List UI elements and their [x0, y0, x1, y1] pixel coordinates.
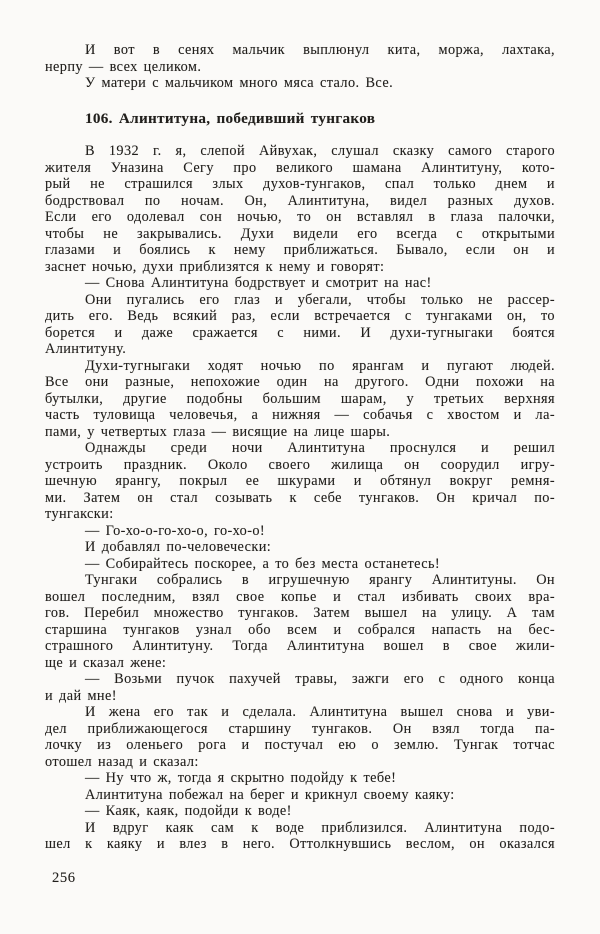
paragraph [45, 539, 555, 556]
text-line: ми. Затем он стал созывать к себе тунгаков. Он кричал по- [45, 489, 555, 506]
text-line: Алинтитуна побежал на берег и крикнул своему каяку: [85, 786, 455, 803]
text-line: У матери с мальчиком много мяса стало. Все. [85, 75, 394, 91]
text-line: 106. Алинтитуна, победивший тунгаков [85, 109, 376, 127]
paragraph [45, 275, 555, 292]
paragraph [45, 358, 555, 441]
text-line: — Ну что ж, тогда я скрытно подойду к тебе! [85, 770, 397, 786]
paragraph [45, 143, 555, 275]
paragraph [45, 523, 555, 540]
paragraph [45, 803, 555, 820]
text-line: — Каяк, каяк, подойди к воде! [85, 803, 292, 819]
text-line: Тунгаки собрались в игрушечную ярангу Алинтитуны. Он [85, 572, 555, 588]
text-line: И жена его так и сделала. Алинтитуна вышел снова и уви- [85, 704, 555, 720]
text-line: часть туловища человечья, а нижняя — собачья с хвостом и ла- [45, 407, 555, 423]
text-line: заснет ночью, духи приблизятся к нему и говорят: [45, 258, 385, 275]
text-line: И вот в сенях мальчик выплюнул кита, моржа, лахтака, [85, 42, 555, 58]
text-line: Если его одолевал сон ночью, то он вставлял в глаза палочки, [45, 209, 555, 225]
text-line: И добавлял по-человечески: [85, 539, 272, 555]
section-heading [45, 111, 555, 128]
text-line: чтобы не закрывались. Духи видели его всегда с открытыми [45, 225, 555, 242]
text-line: бодрствовал по ночам. Он, Алинтитуна, видел разных духов. [45, 192, 555, 209]
text-line: жителя Уназина Сегу про великого шамана Алинтитуну, кото- [45, 159, 555, 176]
text-line: шечную ярангу, покрыл ее шкурами и обтянул вокруг ремня- [45, 473, 555, 489]
text-line: дить его. Ведь всякий раз, если встречается с тунгаками он, то [45, 308, 555, 324]
text-line: — Снова Алинтитуна бодрствует и смотрит на нас! [85, 275, 432, 291]
paragraph [45, 42, 555, 75]
text-line: — Го-хо-о-го-хо-о, го-хо-о! [85, 522, 266, 539]
text-line: страшного Алинтитуну. Тогда Алинтитуна вошел в свое жили- [45, 638, 555, 654]
text-line: гов. Перебил множество тунгаков. Затем вышел на улицу. А там [45, 605, 555, 621]
text-line: вошел последним, взял свое копье и стал избивать своих вра- [45, 588, 555, 605]
text-line: устроить праздник. Около своего жилища он соорудил игру- [45, 456, 555, 473]
text-column [45, 42, 555, 853]
text-line: дел приближающегося старшину тунгаков. Он взял тогда па- [45, 720, 555, 737]
text-line: — Собирайтесь поскорее, а то без места останетесь! [85, 555, 441, 572]
text-line: лочку из оленьего рога и постучал ею о землю. Тунгак тотчас [45, 737, 555, 753]
paragraph [45, 75, 555, 92]
text-line: Однажды среди ночи Алинтитуна проснулся и решил [85, 440, 555, 456]
text-line: Все они разные, непохожие один на другого. Одни похожи на [45, 374, 555, 390]
text-line: — Возьми пучок пахучей травы, зажги его с одного конца [85, 671, 555, 687]
text-line: бутылки, другие подобны большим шарам, у третьих верхняя [45, 390, 555, 407]
text-line: И вдруг каяк сам к воде приблизился. Алинтитуна подо- [85, 819, 555, 836]
text-line: Они пугались его глаз и убегали, чтобы только не рассер- [85, 291, 555, 308]
text-line: и дай мне! [45, 687, 117, 704]
paragraph [45, 704, 555, 770]
paragraph [45, 440, 555, 523]
paragraph [45, 572, 555, 671]
text-line: борется и даже сражается с ними. И духи-тугныгаки боятся [45, 324, 555, 341]
paragraph [45, 820, 555, 853]
text-line: В 1932 г. я, слепой Айвухак, слушал сказку самого старого [85, 143, 555, 159]
text-line: Алинтитуну. [45, 341, 127, 357]
paragraph [45, 556, 555, 573]
text-line: ще и сказал жене: [45, 654, 167, 671]
paragraph [45, 671, 555, 704]
text-line: нерпу — всех целиком. [45, 58, 202, 75]
text-line: глазами и боялись к нему приближаться. Бывало, если он и [45, 242, 555, 258]
page-number: 256 [52, 870, 76, 886]
text-line: рый не страшился злых духов-тунгаков, спал только днем и [45, 176, 555, 192]
paragraph [45, 770, 555, 787]
text-line: старшина тунгаков узнал обо всем и собрался напасть на бес- [45, 621, 555, 638]
text-line: пами, у четвертых глаза — висящие на лице шары. [45, 423, 391, 440]
text-line: отошел назад и сказал: [45, 753, 199, 770]
text-line: тунгакски: [45, 506, 114, 522]
text-line: Духи-тугныгаки ходят ночью по ярангам и пугают людей. [85, 357, 555, 374]
text-line: шел к каяку и влез в него. Оттолкнувшись веслом, он оказался [45, 836, 555, 852]
paragraph [45, 292, 555, 358]
paragraph [45, 787, 555, 804]
